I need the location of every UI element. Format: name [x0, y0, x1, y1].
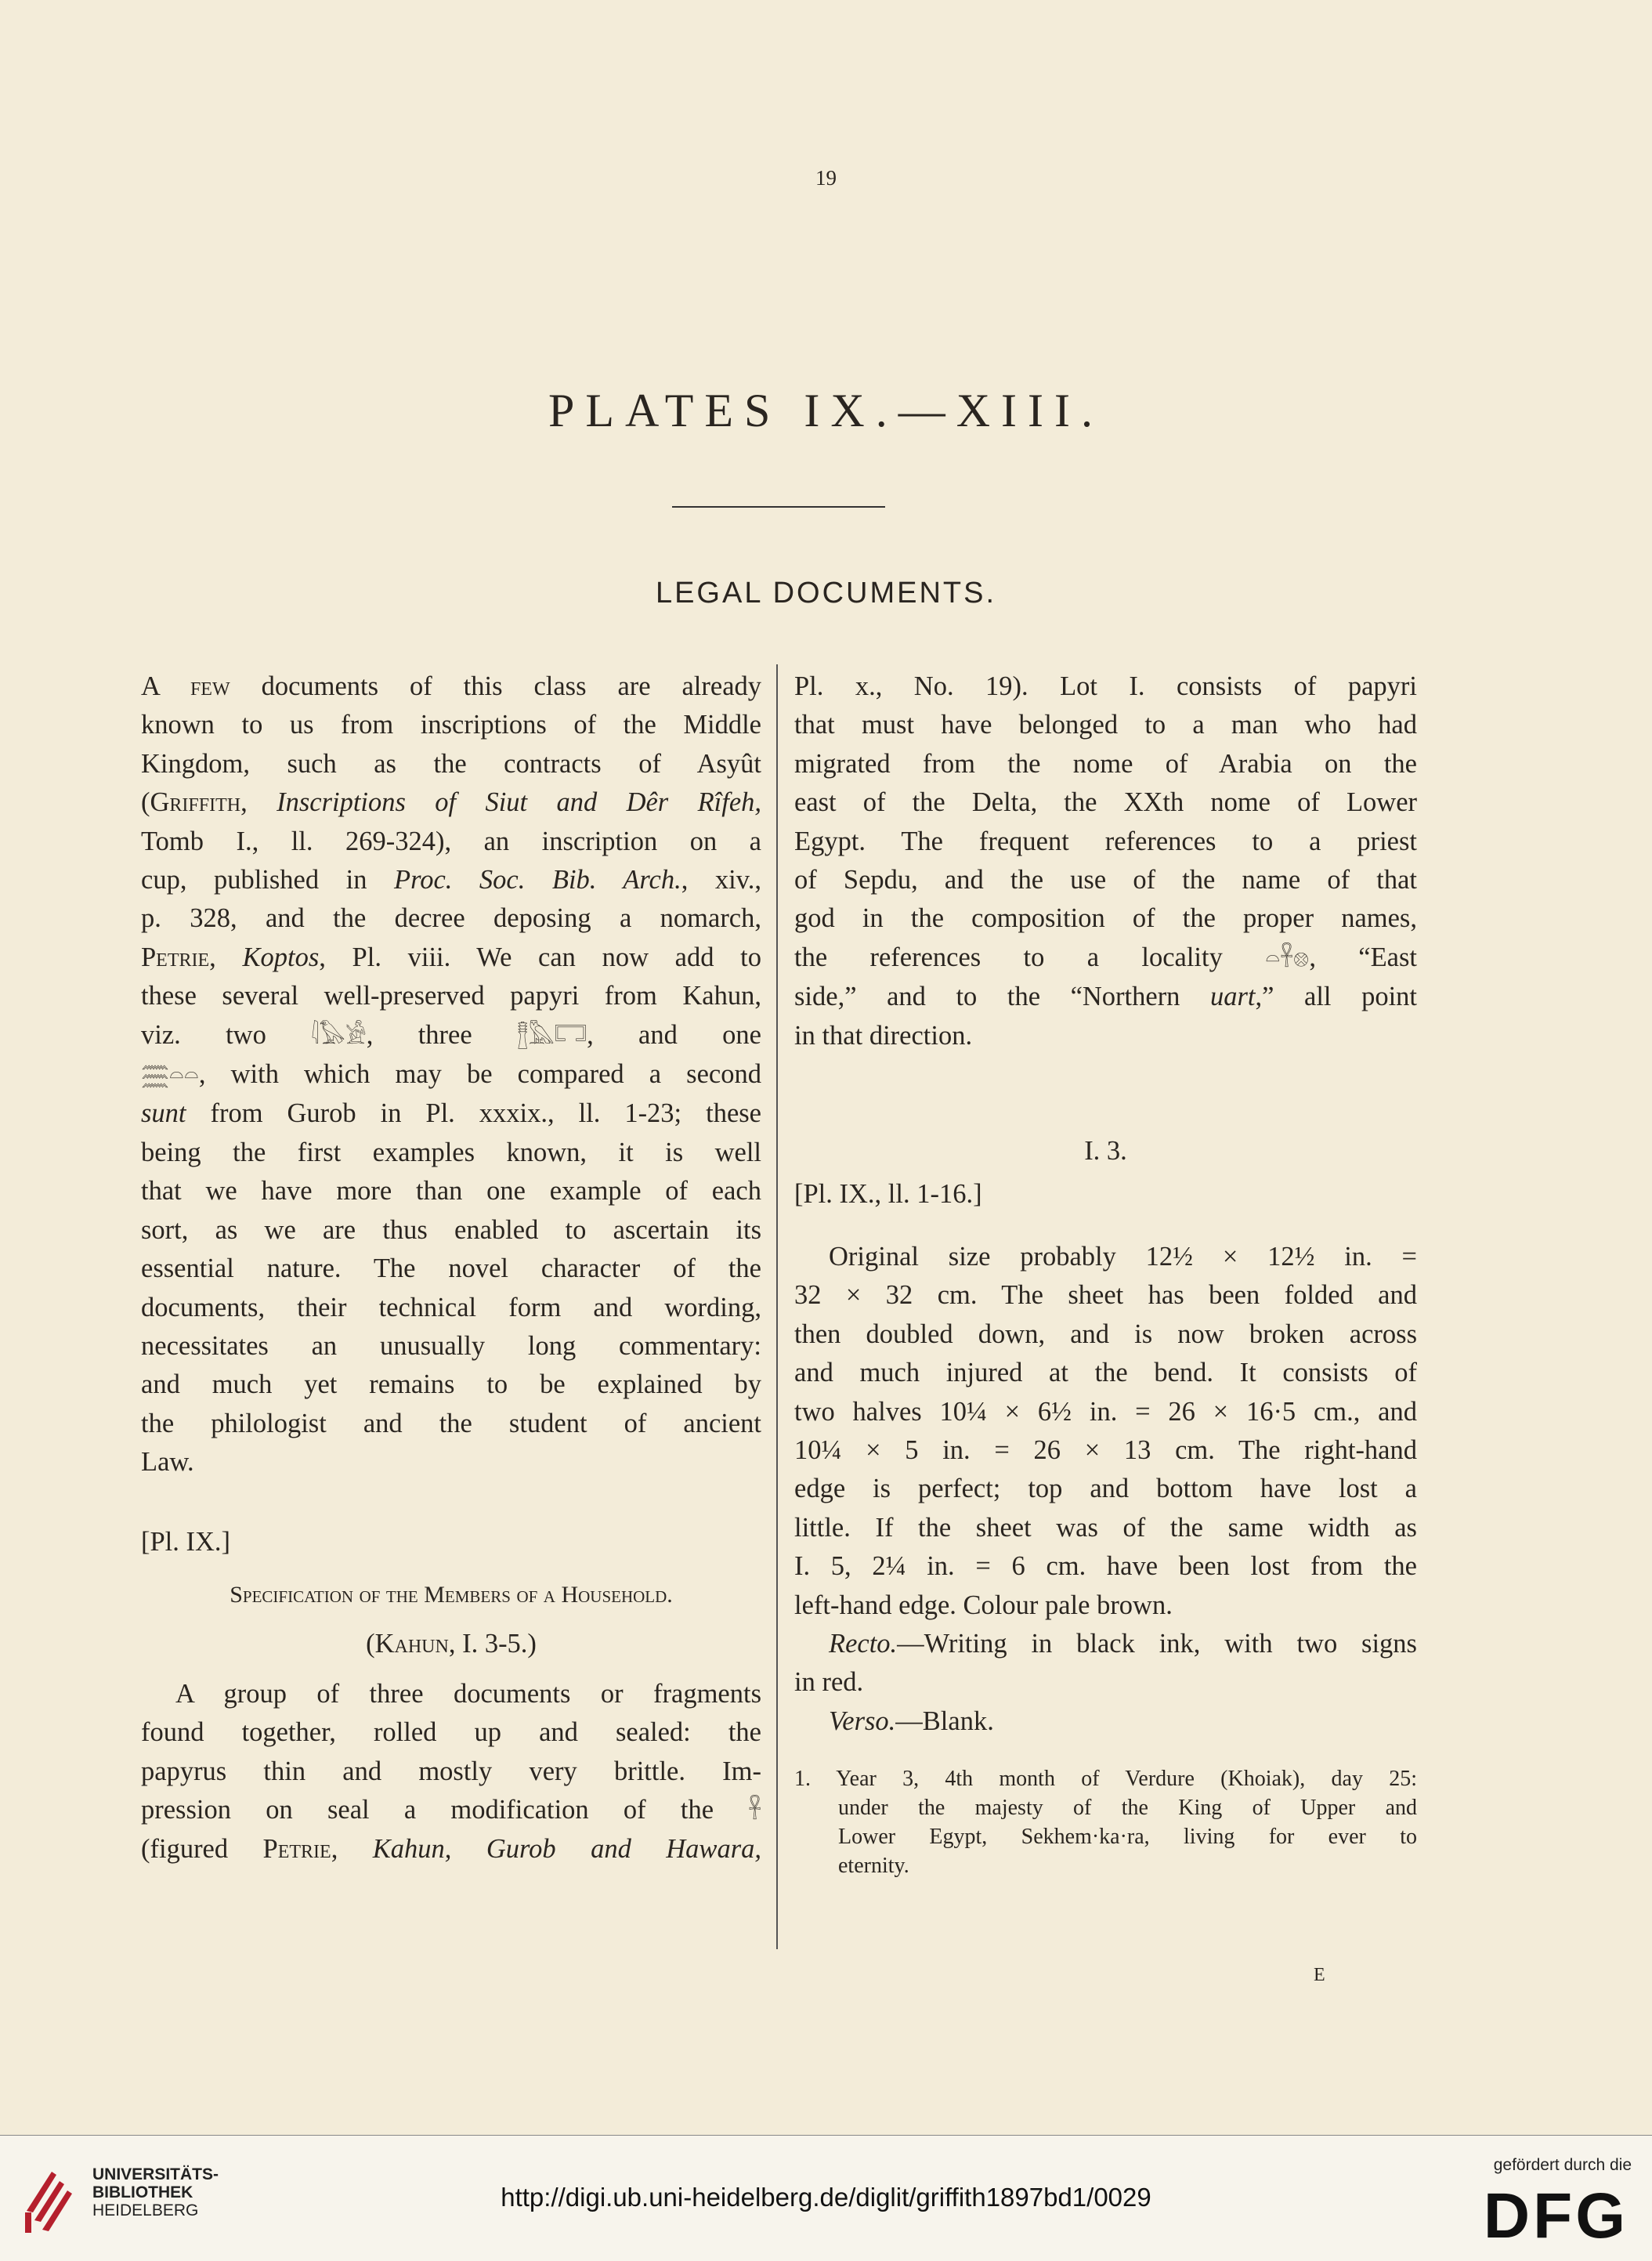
text-line: cup, published in Proc. Soc. Bib. Arch., xiv.,	[141, 865, 761, 895]
text-line: Law.	[141, 1447, 194, 1478]
text-line: documents, their technical form and wording,	[141, 1292, 761, 1322]
text-line: god in the composition of the proper names,	[794, 903, 1417, 934]
text-line: sort, as we are thus enabled to ascertain its	[141, 1214, 761, 1245]
text-line: (Griffith, Inscriptions of Siut and Dêr Rîfeh,	[141, 787, 762, 818]
footnote-line: 1. Year 3, 4th month of Verdure (Khoiak), day 25:	[794, 1767, 1417, 1792]
left-column	[141, 667, 761, 1869]
text-line: Original size probably 12½ × 12½ in. =	[829, 1241, 1417, 1272]
text-line: the philologist and the student of ancient	[141, 1408, 761, 1438]
text-line-hieroglyph: 𓈗𓏏𓏏, with which may be compared a second	[141, 1059, 761, 1090]
column-divider	[776, 664, 778, 1949]
funded-by-label: gefördert durch die	[1493, 2156, 1632, 2174]
plate-ix-heading: [Pl. IX.]	[141, 1526, 231, 1557]
text-line: necessitates an unusually long commentary:	[141, 1330, 761, 1361]
text-line-hieroglyph: pression on seal a modification of the 𓋹	[141, 1794, 761, 1825]
permalink-url[interactable]: http://digi.ub.uni-heidelberg.de/diglit/griffith1897bd1/0029	[501, 2183, 1151, 2212]
footnote	[794, 1764, 1417, 1880]
text-line: p. 328, and the decree deposing a nomarch,	[141, 903, 761, 934]
text-line: Tomb I., ll. 269-324), an inscription on a	[141, 826, 761, 856]
dfg-logo: DFG	[1483, 2180, 1629, 2252]
i3-heading: I. 3.	[1084, 1136, 1127, 1167]
title-rule	[672, 506, 885, 508]
footnote-line: eternity.	[838, 1854, 909, 1879]
right-column	[794, 667, 1417, 1880]
text-line: found together, rolled up and sealed: the	[141, 1717, 761, 1748]
text-line: east of the Delta, the XXth nome of Lower	[794, 787, 1417, 818]
text-line: (figured Petrie, Kahun, Gurob and Hawara,	[141, 1834, 761, 1865]
text-line: side,” and to the “Northern uart,” all point	[794, 982, 1417, 1012]
verso-line: Verso.—Blank.	[829, 1706, 994, 1736]
library-name-line: HEIDELBERG	[92, 2201, 199, 2219]
text-line: Pl. x., No. 19). Lot I. consists of papyri	[794, 671, 1417, 701]
text-line: these several well-preserved papyri from Kahun,	[141, 981, 761, 1011]
text-line: 32 × 32 cm. The sheet has been folded and	[794, 1280, 1417, 1311]
text-line: of Sepdu, and the use of the name of that	[794, 865, 1417, 895]
kahun-heading: (Kahun, I. 3-5.)	[366, 1629, 537, 1659]
footer-bar	[0, 2136, 1652, 2261]
text-line: edge is perfect; top and bottom have lost a	[794, 1474, 1417, 1504]
library-name-line: BIBLIOTHEK	[92, 2183, 193, 2201]
text-line: papyrus thin and mostly very brittle. Im-	[141, 1756, 761, 1786]
text-line: in red.	[794, 1667, 864, 1698]
text-line: little. If the sheet was of the same width as	[794, 1512, 1417, 1543]
text-line: I. 5, 2¼ in. = 6 cm. have been lost from the	[794, 1551, 1417, 1582]
text-line: in that direction.	[794, 1020, 973, 1051]
specification-heading: Specification of the Members of a Household.	[230, 1581, 673, 1608]
text-line: that must have belonged to a man who had	[794, 710, 1417, 740]
signature-mark: E	[1314, 1965, 1325, 1985]
text-line: left-hand edge. Colour pale brown.	[794, 1590, 1173, 1620]
section-title: LEGAL DOCUMENTS.	[655, 577, 997, 610]
text-line: being the first examples known, it is well	[141, 1137, 761, 1167]
text-line: migrated from the nome of Arabia on the	[794, 748, 1417, 779]
text-line-hieroglyph: viz. two 𓇋𓅃𓀀, three 𓊽𓅓𓉐, and one	[141, 1019, 761, 1050]
text-line: A few documents of this class are already	[141, 671, 762, 701]
plate-lines-heading: [Pl. IX., ll. 1-16.]	[794, 1179, 982, 1210]
text-line: then doubled down, and is now broken across	[794, 1319, 1417, 1349]
page-number: 19	[815, 166, 837, 190]
text-line: and much yet remains to be explained by	[141, 1369, 761, 1400]
text-line: that we have more than one example of each	[141, 1176, 761, 1206]
text-line: essential nature. The novel character of the	[141, 1253, 761, 1284]
recto-line: Recto.—Writing in black ink, with two signs	[829, 1628, 1417, 1659]
text-line: known to us from inscriptions of the Middle	[141, 710, 761, 740]
plates-title: PLATES IX.—XIII.	[548, 385, 1104, 436]
text-line: two halves 10¼ × 6½ in. = 26 × 16·5 cm., and	[794, 1396, 1417, 1427]
footnote-line: Lower Egypt, Sekhem·ka·ra, living for ever to	[838, 1825, 1417, 1850]
text-line: A group of three documents or fragments	[175, 1678, 761, 1709]
text-line: Egypt. The frequent references to a priest	[794, 826, 1417, 856]
text-line: Kingdom, such as the contracts of Asyût	[141, 748, 761, 779]
text-line: and much injured at the bend. It consists of	[794, 1358, 1417, 1388]
text-line-hieroglyph: the references to a locality 𓏏𓋹𓊖, “East	[794, 942, 1417, 972]
footnote-line: under the majesty of the King of Upper and	[838, 1796, 1417, 1821]
text-line: sunt from Gurob in Pl. xxxix., ll. 1-23; these	[141, 1098, 761, 1129]
text-line: Petrie, Koptos, Pl. viii. We can now add to	[141, 942, 761, 972]
text-line: 10¼ × 5 in. = 26 × 13 cm. The right-hand	[794, 1434, 1417, 1465]
library-name-line: UNIVERSITÄTS-	[92, 2165, 219, 2183]
